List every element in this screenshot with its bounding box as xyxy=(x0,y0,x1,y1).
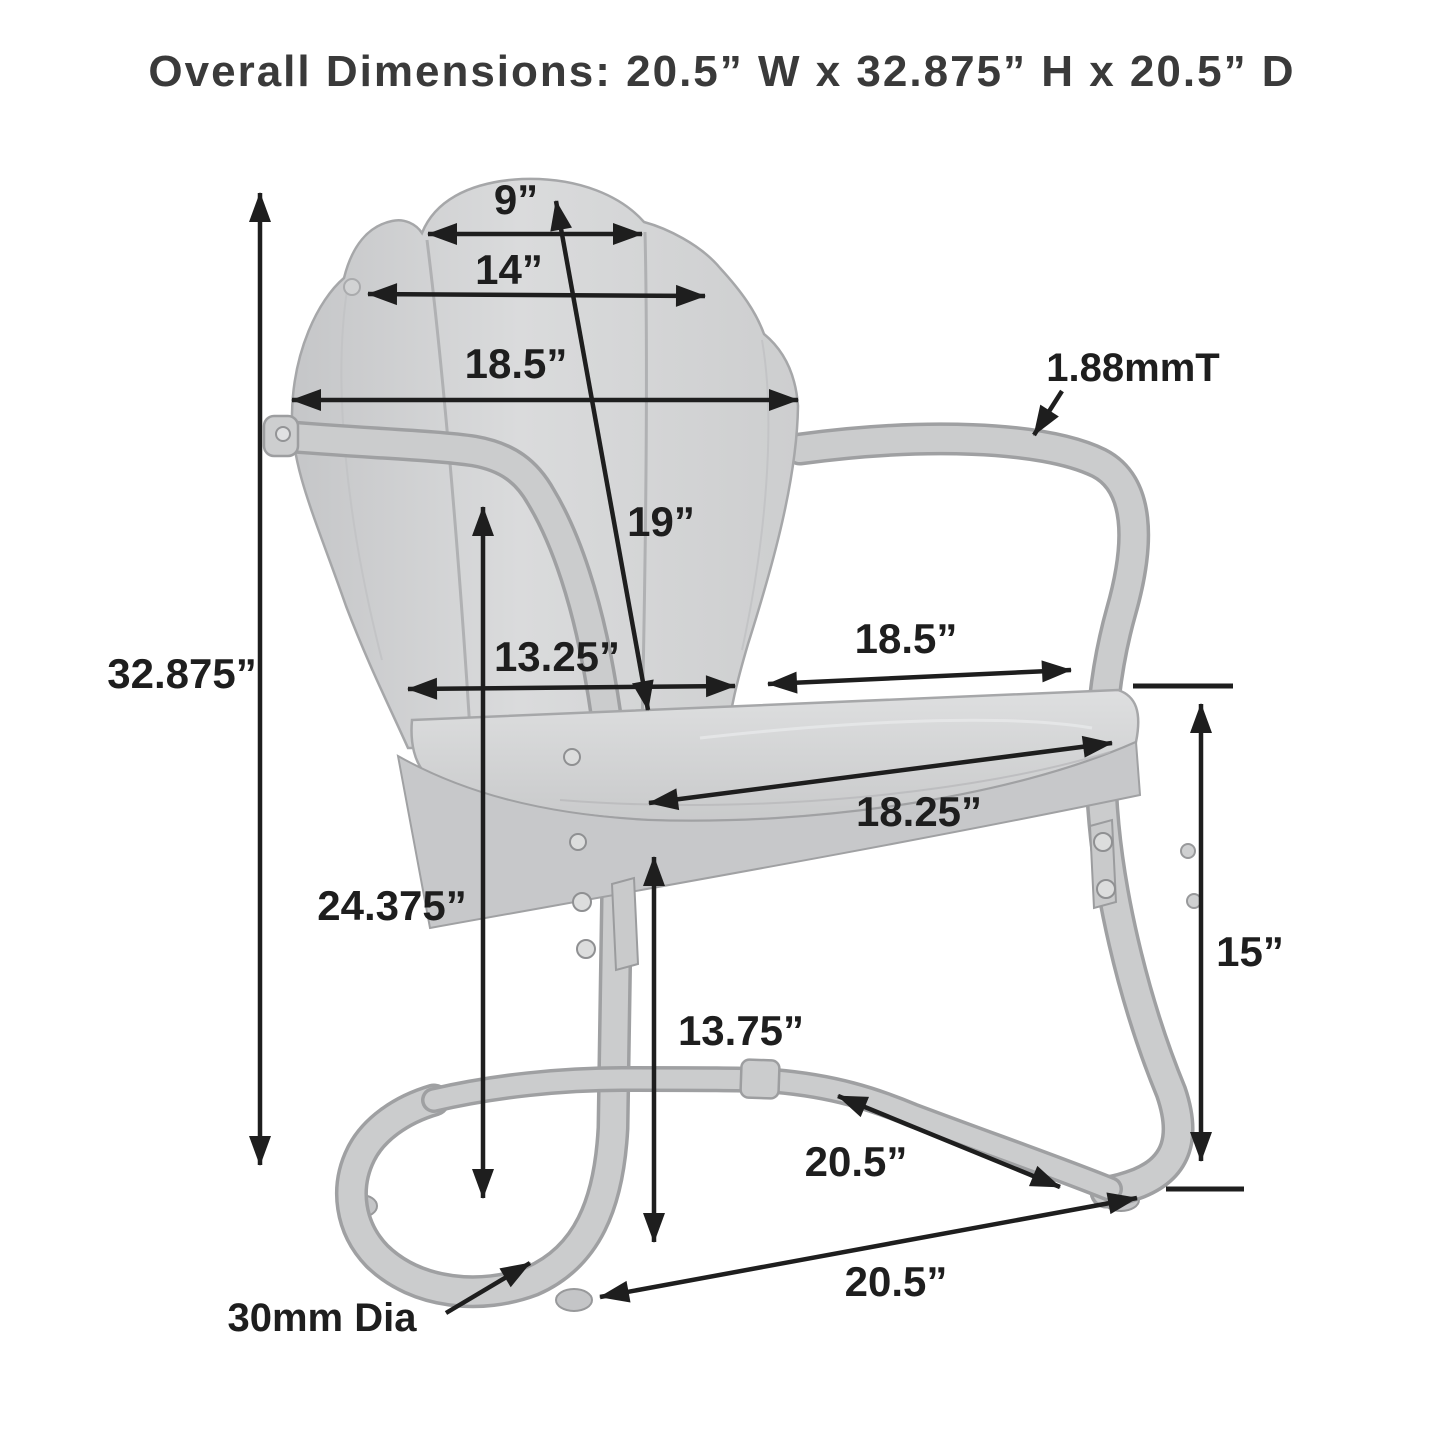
dim-line-back-mid-width xyxy=(368,294,705,296)
dim-label-back-max-width: 18.5” xyxy=(464,340,568,387)
dim-label-seat-width: 18.25” xyxy=(855,788,983,835)
front-foot-glide xyxy=(556,1289,592,1311)
back-bolt xyxy=(344,279,360,295)
dim-label-front-rail-height: 13.75” xyxy=(677,1007,805,1054)
rear-bolt-lower xyxy=(1097,880,1115,898)
rear-bracket xyxy=(1090,820,1201,908)
rear-bolt-upper xyxy=(1094,833,1112,851)
dim-label-base-side-depth: 20.5” xyxy=(804,1138,908,1185)
arm-cap-bolt xyxy=(276,427,290,441)
seat-screw-lower xyxy=(570,834,586,850)
dim-label-overall-height: 32.875” xyxy=(107,650,257,697)
dim-label-seat-height: 15” xyxy=(1216,928,1284,975)
dim-label-tube-diameter: 30mm Dia xyxy=(227,1296,417,1340)
rear-nut-upper xyxy=(1181,844,1195,858)
seat-pan xyxy=(398,690,1140,928)
dim-label-back-mid-width: 14” xyxy=(475,246,543,293)
left-arm-end-cap xyxy=(264,416,298,456)
dim-label-tube-thickness: 1.88mmT xyxy=(1046,346,1220,390)
base-bottom-rail-tube xyxy=(434,1059,1110,1189)
page-title: Overall Dimensions: 20.5” W x 32.875” H x 20.5” D xyxy=(148,47,1296,96)
front-bolt-upper xyxy=(573,893,591,911)
dim-label-seat-depth: 18.5” xyxy=(854,615,958,662)
dim-label-back-top-width: 9” xyxy=(493,176,539,223)
rail-coupling-sleeve xyxy=(740,1059,779,1098)
dim-label-base-front-width: 20.5” xyxy=(844,1258,948,1305)
leader-tube-thickness xyxy=(1034,391,1062,435)
dim-line-seat-depth xyxy=(768,670,1071,684)
dim-label-back-bottom-width: 13.25” xyxy=(493,633,621,680)
dim-line-back-bottom-width xyxy=(408,686,735,689)
front-bolt-lower xyxy=(577,940,595,958)
dim-label-back-diagonal: 19” xyxy=(627,498,695,545)
seat-screw-upper xyxy=(564,749,580,765)
dim-label-arm-height: 24.375” xyxy=(317,882,467,929)
